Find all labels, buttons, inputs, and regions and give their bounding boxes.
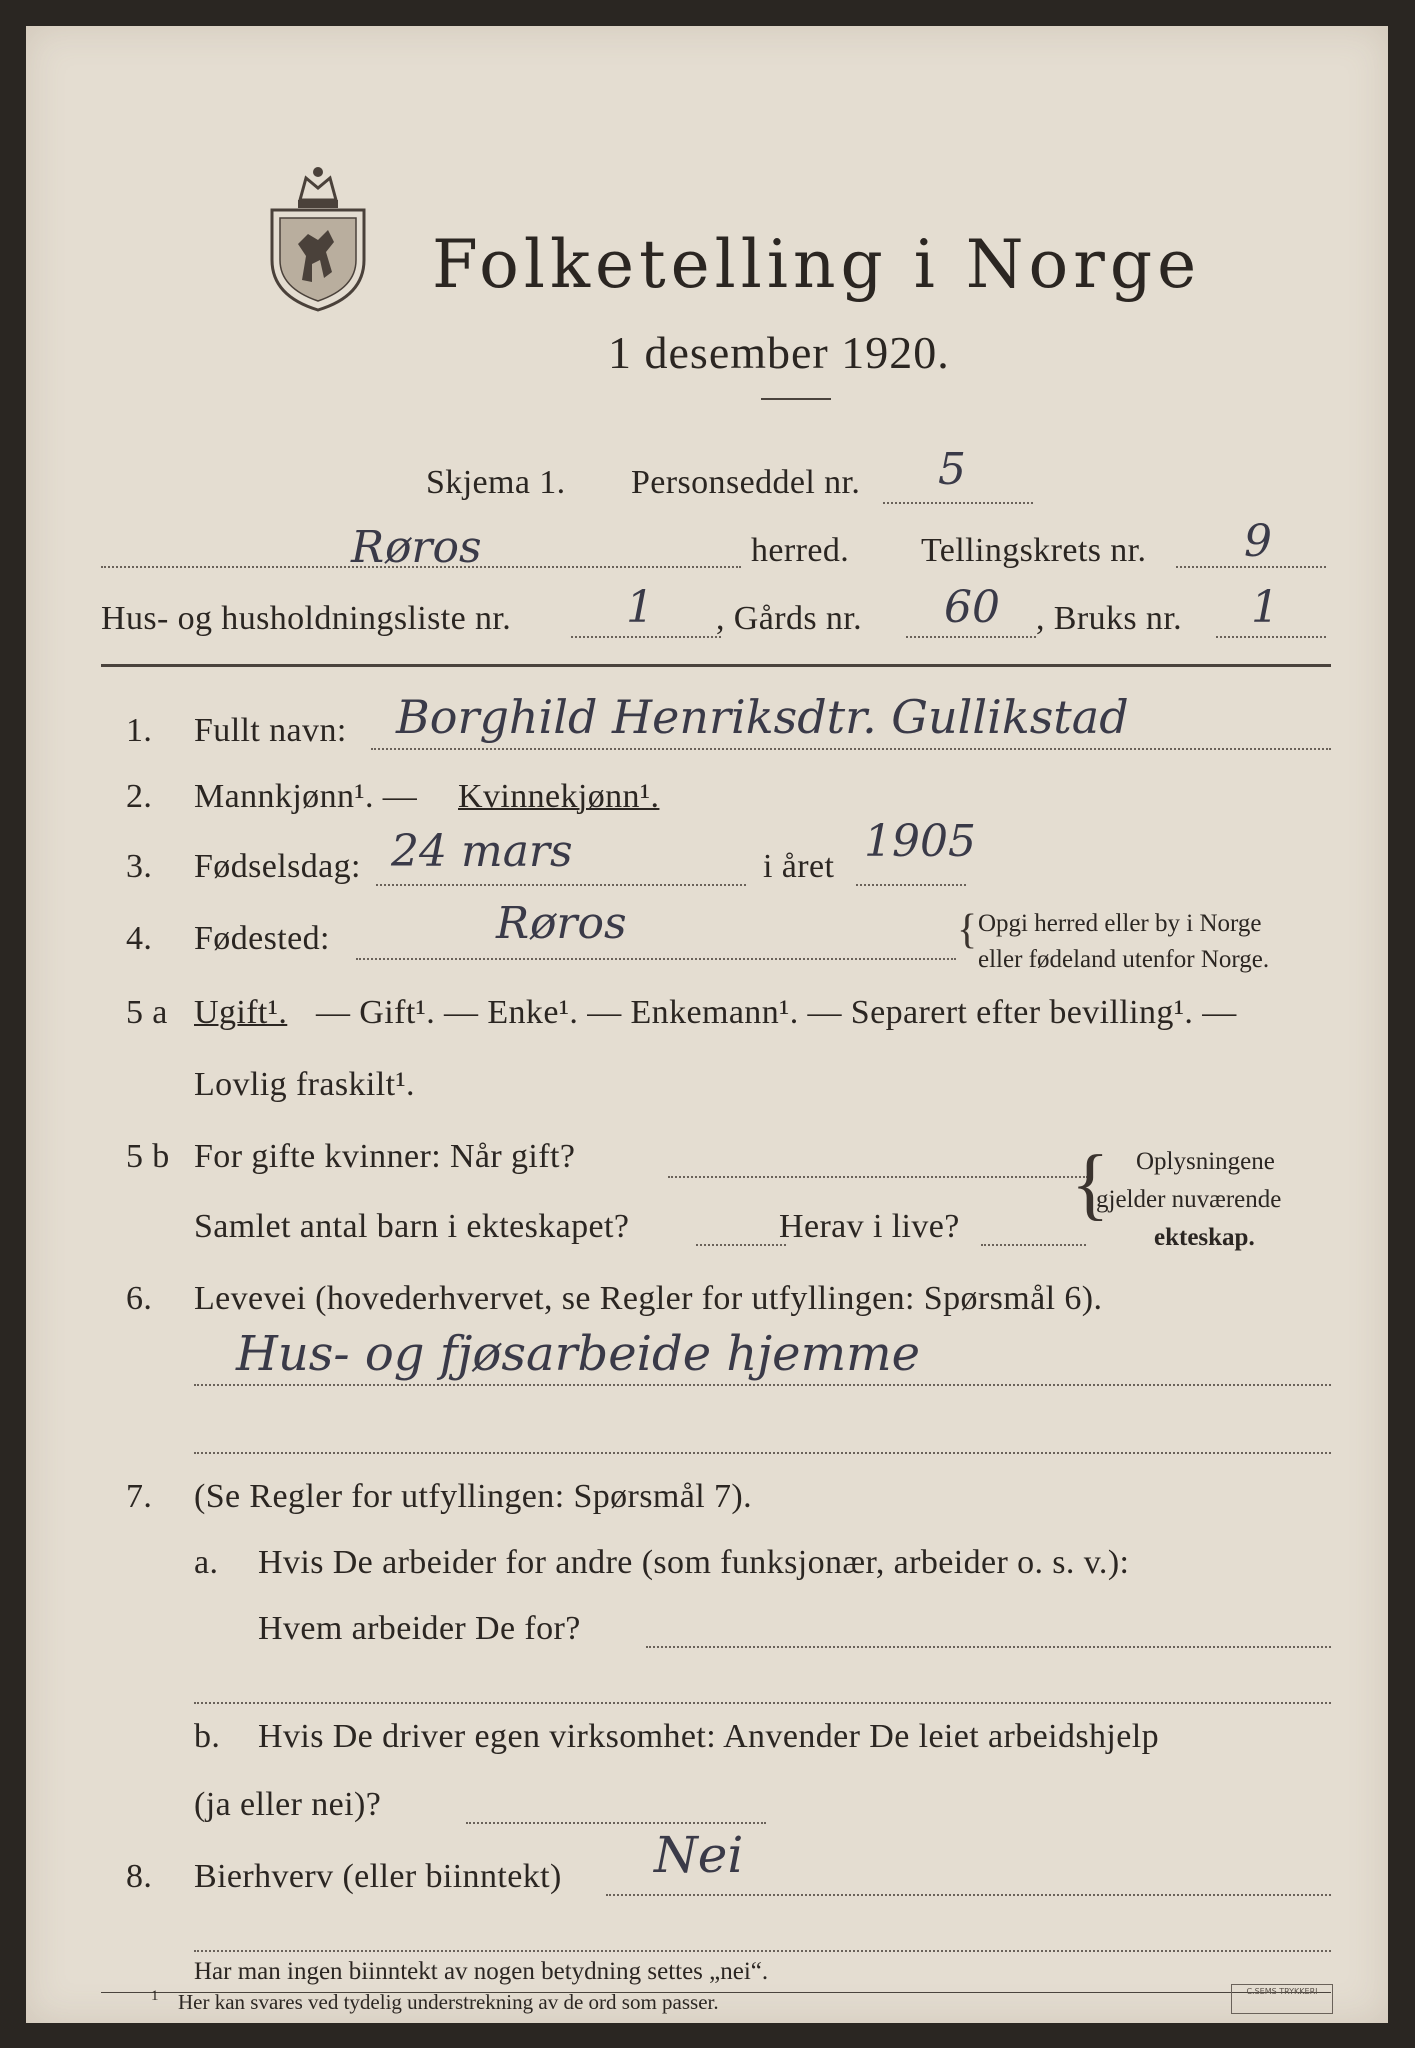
full-name-value: Borghild Henriksdtr. Gullikstad	[396, 690, 1129, 744]
q1-number: 1.	[126, 712, 153, 749]
q4-note-brace: {	[957, 907, 978, 953]
q6-number: 6.	[126, 1280, 153, 1317]
q7b-line1: Hvis De driver egen virksomhet: Anvender De leiet arbeidshjelp	[258, 1718, 1159, 1755]
q1-label: Fullt navn:	[194, 712, 347, 749]
birthday-value: 24 mars	[391, 826, 573, 877]
bruks-label: , Bruks nr.	[1036, 600, 1183, 637]
census-form-page	[26, 26, 1388, 2023]
bruks-field[interactable]	[1216, 636, 1326, 638]
hus-label: Hus- og husholdningsliste nr.	[101, 600, 512, 637]
children-alive-field[interactable]	[981, 1244, 1086, 1246]
gards-value: 60	[944, 582, 1000, 633]
birthplace-field[interactable]	[356, 958, 956, 960]
side-income-field[interactable]	[606, 1894, 1331, 1896]
q5b-children-label: Samlet antal barn i ekteskapet?	[194, 1208, 630, 1245]
q5b-note-line1: Oplysningene	[1136, 1148, 1275, 1175]
q6-label: Levevei (hovederhvervet, se Regler for utfyllingen: Spørsmål 6).	[194, 1280, 1103, 1317]
herred-value: Røros	[351, 522, 482, 573]
sex-female-option[interactable]: Kvinnekjønn¹.	[458, 778, 660, 815]
q7b-letter: b.	[194, 1718, 221, 1755]
q5b-married-label: For gifte kvinner: Når gift?	[194, 1138, 576, 1175]
q7a-line2: Hvem arbeider De for?	[258, 1610, 581, 1647]
tellingskrets-label: Tellingskrets nr.	[921, 532, 1147, 569]
coat-of-arms-icon	[262, 160, 374, 312]
q7a-letter: a.	[194, 1544, 219, 1581]
q5a-number: 5 a	[126, 994, 168, 1031]
bruks-value: 1	[1251, 582, 1279, 633]
status-ugift-option[interactable]: Ugift¹.	[194, 994, 288, 1031]
status-fraskilt-option[interactable]: Lovlig fraskilt¹.	[194, 1066, 415, 1103]
q7-number: 7.	[126, 1478, 153, 1515]
skjema-label: Skjema 1.	[426, 464, 566, 501]
footer-note: Har man ingen biinntekt av nogen betydning settes „nei“.	[194, 1958, 769, 1985]
q3-number: 3.	[126, 848, 153, 885]
birthplace-value: Røros	[496, 898, 627, 949]
q7a-line1: Hvis De arbeider for andre (som funksjonær, arbeider o. s. v.):	[258, 1544, 1130, 1581]
q2-number: 2.	[126, 778, 153, 815]
gards-field[interactable]	[906, 636, 1036, 638]
q5b-note-line3: ekteskap.	[1154, 1224, 1255, 1251]
personseddel-field[interactable]	[883, 502, 1033, 504]
footnote-number: 1	[151, 1988, 159, 2004]
birth-year-field[interactable]	[856, 884, 966, 886]
personseddel-value: 5	[938, 444, 966, 495]
printer-stamp	[1231, 1984, 1333, 2014]
birth-year-value: 1905	[864, 816, 976, 867]
employer-field-line2[interactable]	[194, 1702, 1331, 1704]
q5b-note-line2: gjelder nuværende	[1096, 1186, 1282, 1213]
hired-help-field[interactable]	[466, 1822, 766, 1824]
q4-number: 4.	[126, 920, 153, 957]
q3-label: Fødselsdag:	[194, 848, 361, 885]
side-income-field-line2[interactable]	[194, 1950, 1331, 1952]
birthday-field[interactable]	[376, 884, 746, 886]
title-divider	[761, 398, 831, 400]
full-name-field[interactable]	[371, 748, 1331, 750]
form-title: Folketelling i Norge	[432, 226, 1202, 303]
married-date-field[interactable]	[668, 1176, 1088, 1178]
side-income-value: Nei	[654, 1826, 744, 1884]
q3-year-label: i året	[763, 848, 835, 885]
q5b-note-brace: {	[1071, 1140, 1110, 1228]
q8-number: 8.	[126, 1858, 153, 1895]
section-divider	[101, 664, 1331, 667]
printer-stamp-text: C.SEMS TRYKKERI	[1246, 1987, 1318, 1996]
q8-label: Bierhverv (eller biinntekt)	[194, 1858, 562, 1895]
tellingskrets-value: 9	[1244, 516, 1272, 567]
q4-label: Fødested:	[194, 920, 330, 957]
hus-value: 1	[626, 582, 654, 633]
q7-label: (Se Regler for utfyllingen: Spørsmål 7).	[194, 1478, 753, 1515]
hus-field[interactable]	[571, 636, 721, 638]
occupation-field-line2[interactable]	[194, 1452, 1331, 1454]
personseddel-label: Personseddel nr.	[631, 464, 861, 501]
q5b-number: 5 b	[126, 1138, 170, 1175]
occupation-value: Hus- og fjøsarbeide hjemme	[236, 1326, 921, 1382]
status-other-options[interactable]: — Gift¹. — Enke¹. — Enkemann¹. — Separert efter bevilling¹. —	[316, 994, 1237, 1031]
q4-note-line2: eller fødeland utenfor Norge.	[978, 946, 1270, 973]
sex-male-option[interactable]: Mannkjønn¹. —	[194, 778, 418, 815]
children-count-field[interactable]	[696, 1244, 786, 1246]
gards-label: , Gårds nr.	[716, 600, 863, 637]
q4-note-line1: Opgi herred eller by i Norge	[978, 910, 1262, 937]
herred-label: herred.	[751, 532, 850, 569]
footnote-text: Her kan svares ved tydelig understrekning av de ord som passer.	[178, 1990, 719, 2014]
employer-field-line1[interactable]	[646, 1646, 1331, 1648]
q7b-line2: (ja eller nei)?	[194, 1786, 382, 1823]
form-date: 1 desember 1920.	[608, 327, 950, 378]
occupation-field-line1[interactable]	[194, 1384, 1331, 1386]
q5b-alive-label: Herav i live?	[779, 1208, 960, 1245]
